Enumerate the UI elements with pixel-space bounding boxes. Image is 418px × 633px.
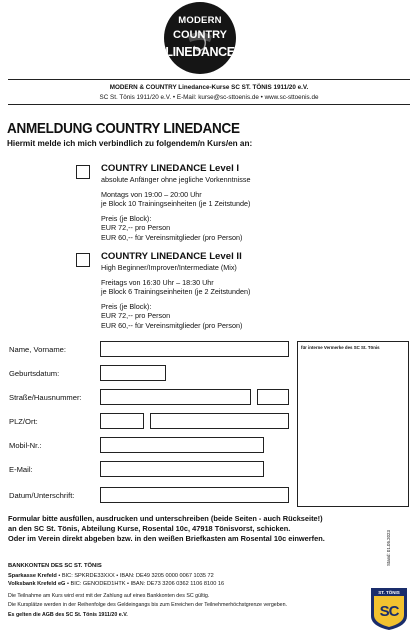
date-signature-field[interactable] bbox=[100, 487, 289, 503]
email-label: E-Mail: bbox=[9, 465, 33, 474]
city-label: PLZ/Ort: bbox=[9, 417, 38, 426]
bank-details: • BIC: GENODED1HTK • IBAN: DE73 3206 0362 1106 8100 16 bbox=[65, 581, 225, 587]
course-time: Montags von 19:00 – 20:00 Uhr bbox=[101, 189, 202, 199]
logo-text-country: COUNTRY bbox=[173, 29, 227, 41]
payment-note: Die Teilnahme am Kurs wird erst mit der Zahlung auf eines Bankkonten des SC gültig. bbox=[8, 593, 210, 599]
instruction-line: an den SC St. Tönis, Abteilung Kurse, Rosental 10c, 47918 Tönisvorst, schicken. bbox=[8, 524, 291, 533]
instruction-line: Oder im Verein direkt abgeben bzw. in den weißen Briefkasten am Rosental 10c einwerfen. bbox=[8, 534, 325, 543]
terms-note: Es gelten die AGB des SC St. Tönis 1911/20 e.V. bbox=[8, 612, 128, 618]
course-level-1-checkbox[interactable] bbox=[76, 165, 90, 179]
course-subtitle: High Beginner/Improver/Intermediate (Mix) bbox=[101, 263, 237, 272]
birthdate-field[interactable] bbox=[100, 365, 166, 381]
bank-account-volksbank bbox=[8, 581, 224, 587]
date-signature-label: Datum/Unterschrift: bbox=[9, 491, 75, 500]
document-date-stamp: Stand: 01.05.2023 bbox=[386, 530, 391, 566]
club-logo-name: ST. TÖNIS bbox=[378, 590, 400, 595]
bank-accounts-title: BANKKONTEN DES SC ST. TÖNIS bbox=[8, 563, 102, 569]
course-time: Freitags von 16:30 Uhr – 18:30 Uhr bbox=[101, 277, 214, 287]
birthdate-label: Geburtsdatum: bbox=[9, 369, 60, 378]
course-title: COUNTRY LINEDANCE Level II bbox=[101, 251, 242, 262]
club-logo-letters: SC bbox=[379, 603, 399, 620]
course-price-member: EUR 60,-- für Vereinsmitglieder (pro Person) bbox=[101, 320, 243, 330]
bank-account-sparkasse bbox=[8, 573, 214, 579]
bank-details: • BIC: SPKRDE33XXX • IBAN: DE49 3205 0000 0067 1035 72 bbox=[56, 573, 214, 579]
course-price-regular: EUR 72,-- pro Person bbox=[101, 311, 171, 321]
mobile-label: Mobil-Nr.: bbox=[9, 441, 42, 450]
email-field[interactable] bbox=[100, 461, 264, 477]
name-field[interactable] bbox=[100, 341, 289, 357]
course-units: je Block 6 Trainingseinheiten (je 2 Zeitstunden) bbox=[101, 287, 251, 297]
course-level-2-checkbox[interactable] bbox=[76, 253, 90, 267]
course-price-label: Preis (je Block): bbox=[101, 213, 152, 223]
page-title: ANMELDUNG COUNTRY LINEDANCE bbox=[7, 120, 240, 137]
header-contact-line: SC St. Tönis 1911/20 e.V. • E-Mail: kurse@sc-sttoenis.de • www.sc-sttoenis.de bbox=[99, 94, 319, 101]
course-units: je Block 10 Trainingseinheiten (je 1 Zeitstunde) bbox=[101, 199, 251, 209]
allocation-note: Die Kursplätze werden in der Reihenfolge des Geldeingangs bis zum Erreichen der Teilnehmerhöchstgrenze vergeben. bbox=[8, 602, 288, 608]
page-subtitle: Hiermit melde ich mich verbindlich zu folgendem/n Kurs/en an: bbox=[7, 139, 253, 148]
logo-text-modern: MODERN bbox=[178, 15, 222, 26]
zip-field[interactable] bbox=[100, 413, 144, 429]
mobile-field[interactable] bbox=[100, 437, 264, 453]
street-label: Straße/Hausnummer: bbox=[9, 393, 82, 402]
logo-text-linedance: LINEDANCE bbox=[165, 45, 235, 59]
course-price-member: EUR 60,-- für Vereinsmitglieder (pro Person) bbox=[101, 232, 243, 242]
header-divider-bottom bbox=[8, 104, 410, 105]
house-number-field[interactable] bbox=[257, 389, 289, 405]
submission-instructions bbox=[8, 514, 325, 544]
internal-notes-box bbox=[297, 341, 409, 507]
modern-country-linedance-logo bbox=[164, 2, 236, 74]
course-price-label: Preis (je Block): bbox=[101, 301, 152, 311]
name-label: Name, Vorname: bbox=[9, 345, 66, 354]
internal-notes-label: für interne Vermerke des SC St. Tönis bbox=[301, 345, 380, 350]
course-level-1 bbox=[101, 163, 250, 243]
course-title: COUNTRY LINEDANCE Level I bbox=[101, 163, 240, 174]
street-field[interactable] bbox=[100, 389, 251, 405]
city-field[interactable] bbox=[150, 413, 289, 429]
header-divider-top bbox=[8, 79, 410, 80]
course-level-2 bbox=[101, 251, 250, 331]
bank-name: Sparkasse Krefeld bbox=[8, 573, 57, 579]
course-price-regular: EUR 72,-- pro Person bbox=[101, 223, 171, 233]
instruction-line: Formular bitte ausfüllen, ausdrucken und unterschreiben (beide Seiten - auch Rückseite!) bbox=[8, 514, 323, 523]
course-subtitle: absolute Anfänger ohne jegliche Vorkenntnisse bbox=[101, 175, 251, 184]
bank-name: Volksbank Krefeld eG bbox=[8, 581, 66, 587]
header-org-line: MODERN & COUNTRY Linedance-Kurse SC ST. TÖNIS 1911/20 e.V. bbox=[109, 84, 309, 91]
